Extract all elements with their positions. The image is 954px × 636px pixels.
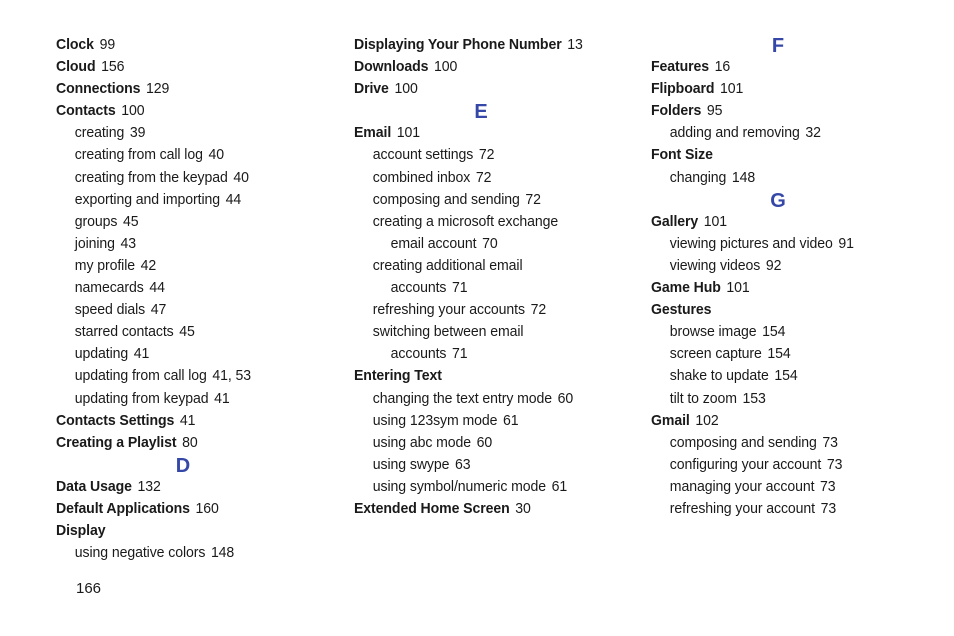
index-subentry <box>354 388 627 410</box>
index-term: browse image <box>669 323 757 341</box>
index-entry <box>354 78 627 100</box>
index-subentry <box>651 321 924 343</box>
page-reference[interactable]: 44 <box>225 190 242 208</box>
index-subentry <box>56 343 329 365</box>
page-reference[interactable]: 154 <box>762 323 786 341</box>
index-entry <box>56 432 329 454</box>
page-reference[interactable]: 71 <box>451 279 468 297</box>
page-reference[interactable]: 100 <box>121 102 145 120</box>
index-term: Clock <box>56 36 94 53</box>
index-column-3 <box>651 34 941 520</box>
index-entry <box>354 34 627 56</box>
index-term: Connections <box>56 80 141 98</box>
index-term: refreshing your account <box>669 499 816 517</box>
index-subentry <box>651 122 924 144</box>
index-term: shake to update <box>669 367 769 385</box>
page-reference[interactable]: 42 <box>140 256 157 274</box>
index-term: Cloud <box>56 58 96 76</box>
index-subentry <box>354 343 627 365</box>
index-subentry <box>354 432 627 454</box>
page-reference[interactable]: 154 <box>767 345 791 363</box>
section-letter-e: E <box>474 101 488 124</box>
index-term: configuring your account <box>669 455 822 473</box>
index-term: Features <box>651 58 710 76</box>
index-entry <box>651 100 924 122</box>
index-term: Contacts <box>56 102 116 120</box>
index-subentry <box>651 365 924 387</box>
index-term: Gallery <box>651 212 699 230</box>
index-subentry <box>56 189 329 211</box>
page-reference[interactable]: 44 <box>149 279 165 297</box>
index-entry <box>56 34 329 56</box>
page-reference[interactable]: 45 <box>179 323 195 341</box>
index-subentry <box>651 498 924 520</box>
index-subentry <box>56 211 329 233</box>
page-reference[interactable]: 47 <box>150 301 167 319</box>
page-reference[interactable]: 129 <box>146 80 170 98</box>
index-entry <box>56 410 329 432</box>
index-column-1 <box>56 34 346 564</box>
index-subentry <box>56 144 329 166</box>
page-reference[interactable]: 72 <box>475 168 492 186</box>
page-reference[interactable]: 101 <box>726 279 750 297</box>
page-reference[interactable]: 156 <box>101 58 125 76</box>
index-term: Entering Text <box>354 367 442 385</box>
index-term: creating from call log <box>74 146 203 164</box>
index-term: viewing pictures and video <box>669 234 833 252</box>
index-term: accounts <box>390 345 447 363</box>
index-entry <box>651 78 924 100</box>
page-reference[interactable]: 70 <box>482 234 498 252</box>
index-entry <box>354 365 627 387</box>
index-entry <box>651 211 924 233</box>
section-letter-f: F <box>771 35 785 57</box>
page-reference[interactable]: 101 <box>720 80 744 98</box>
index-subentry <box>354 476 627 498</box>
index-term: Downloads <box>354 58 429 76</box>
index-term: using abc mode <box>372 433 472 451</box>
index-entry <box>56 78 329 100</box>
index-term: exporting and importing <box>74 190 221 208</box>
page-reference[interactable]: 60 <box>476 433 493 451</box>
page-reference[interactable]: 41 <box>179 411 196 429</box>
index-entry <box>56 498 329 520</box>
index-term: refreshing your accounts <box>372 301 525 319</box>
index-term: Gmail <box>651 411 690 429</box>
page-reference[interactable]: 73 <box>826 455 843 473</box>
index-entry <box>651 410 924 432</box>
index-term: Font Size <box>651 146 713 164</box>
index-term: namecards <box>74 279 144 297</box>
page-reference[interactable]: 63 <box>455 455 471 473</box>
index-subentry <box>354 167 627 189</box>
index-entry <box>56 520 329 542</box>
page-reference[interactable]: 80 <box>182 433 198 451</box>
page-reference[interactable]: 39 <box>129 124 146 142</box>
page-reference[interactable]: 132 <box>137 477 161 495</box>
page-reference[interactable]: 101 <box>396 124 421 142</box>
page-reference[interactable]: 16 <box>714 58 731 76</box>
page-reference[interactable]: 73 <box>822 433 838 451</box>
index-term: starred contacts <box>74 323 174 341</box>
index-term: using swype <box>372 455 450 473</box>
index-subentry <box>354 189 627 211</box>
index-entry <box>354 498 627 520</box>
index-entry <box>354 56 627 78</box>
page-reference[interactable]: 148 <box>731 168 756 186</box>
page-reference[interactable]: 95 <box>706 102 723 120</box>
index-subentry <box>651 476 924 498</box>
page-reference[interactable]: 40 <box>233 168 249 186</box>
index-term: joining <box>74 234 115 252</box>
page-reference[interactable]: 40 <box>208 146 224 164</box>
index-term: using negative colors <box>74 544 206 562</box>
index-column-2 <box>354 34 644 520</box>
index-subentry <box>354 321 627 343</box>
index-term: Contacts Settings <box>56 411 175 429</box>
index-subentry <box>56 167 329 189</box>
index-subentry <box>651 432 924 454</box>
index-subentry <box>56 255 329 277</box>
index-term: composing and sending <box>669 433 817 451</box>
page-reference[interactable]: 41 <box>214 389 230 407</box>
page-reference[interactable]: 99 <box>99 36 116 53</box>
index-term: Drive <box>354 80 389 98</box>
index-subentry <box>56 277 329 299</box>
page-reference[interactable]: 154 <box>774 367 798 385</box>
index-term: switching between email <box>372 323 524 341</box>
index-subentry <box>56 542 329 564</box>
index-subentry <box>354 144 627 166</box>
index-term: using symbol/numeric mode <box>372 477 546 495</box>
index-term: Data Usage <box>56 477 132 495</box>
index-term: changing <box>669 168 727 186</box>
index-term: tilt to zoom <box>669 389 737 407</box>
index-term: adding and removing <box>669 124 800 142</box>
index-subentry <box>56 365 329 387</box>
page-reference[interactable]: 41 <box>133 345 150 363</box>
index-subentry <box>651 454 924 476</box>
index-term: managing your account <box>669 477 815 495</box>
index-subentry <box>354 211 627 233</box>
index-term: Game Hub <box>651 279 721 297</box>
index-term: groups <box>74 212 118 230</box>
index-entry <box>354 122 627 144</box>
page-reference[interactable]: 72 <box>530 301 547 319</box>
index-term: creating additional email <box>372 256 523 274</box>
page-reference[interactable]: 73 <box>820 499 837 517</box>
index-term: Folders <box>651 102 702 120</box>
index-term: Creating a Playlist <box>56 433 177 451</box>
index-term: viewing videos <box>669 256 761 274</box>
index-subentry <box>354 410 627 432</box>
index-subentry <box>651 255 924 277</box>
page-reference[interactable]: 100 <box>394 80 418 98</box>
page-reference[interactable]: 30 <box>515 499 531 517</box>
index-entry <box>651 299 924 321</box>
page-reference[interactable]: 101 <box>703 212 728 230</box>
page-reference[interactable]: 60 <box>557 389 574 407</box>
page-reference[interactable]: 91 <box>838 234 854 252</box>
index-entry <box>651 56 924 78</box>
index-entry <box>56 56 329 78</box>
index-subentry <box>354 277 627 299</box>
index-subentry <box>354 255 627 277</box>
index-term: Flipboard <box>651 80 715 98</box>
index-entry <box>56 476 329 498</box>
index-term: email account <box>390 234 477 252</box>
index-term: account settings <box>372 146 474 164</box>
index-subentry <box>56 233 329 255</box>
page-reference[interactable]: 72 <box>478 146 495 164</box>
index-term: Displaying Your Phone Number <box>354 36 562 53</box>
index-entry <box>651 277 924 299</box>
index-term: creating a microsoft exchange <box>372 212 559 230</box>
index-subentry <box>354 454 627 476</box>
page-reference[interactable]: 71 <box>451 345 468 363</box>
index-term: updating from call log <box>74 367 207 385</box>
index-term: changing the text entry mode <box>372 389 553 407</box>
index-entry <box>56 100 329 122</box>
index-subentry <box>56 122 329 144</box>
index-term: updating from keypad <box>74 389 209 407</box>
index-subentry <box>354 233 627 255</box>
index-term: using 123sym mode <box>372 411 498 429</box>
index-term: screen capture <box>669 345 762 363</box>
index-term: Extended Home Screen <box>354 499 510 517</box>
page-reference[interactable]: 41, 53 <box>212 367 252 385</box>
page-reference[interactable]: 73 <box>820 477 836 495</box>
page-reference[interactable]: 61 <box>503 411 519 429</box>
index-term: Email <box>354 124 392 142</box>
page-reference[interactable]: 92 <box>765 256 782 274</box>
index-subentry <box>56 388 329 410</box>
index-term: accounts <box>390 279 447 297</box>
index-term: my profile <box>74 256 135 274</box>
page-reference[interactable]: 160 <box>195 499 219 517</box>
page-reference[interactable]: 153 <box>742 389 766 407</box>
index-term: Default Applications <box>56 499 190 517</box>
index-term: speed dials <box>74 301 146 319</box>
index-term: updating <box>74 345 129 363</box>
index-term: creating <box>74 124 125 142</box>
index-subentry <box>651 167 924 189</box>
page-reference[interactable]: 32 <box>805 124 821 142</box>
index-term: combined inbox <box>372 168 471 186</box>
section-letter-d: D <box>175 454 191 477</box>
page-reference[interactable]: 13 <box>567 36 583 53</box>
index-term: Display <box>56 522 106 540</box>
index-subentry <box>651 388 924 410</box>
index-subentry <box>56 299 329 321</box>
page-number: 166 <box>76 580 102 597</box>
index-subentry <box>354 299 627 321</box>
page-reference[interactable]: 102 <box>695 411 719 429</box>
page-reference[interactable]: 61 <box>551 477 568 495</box>
index-term: creating from the keypad <box>74 168 228 186</box>
index-subentry <box>56 321 329 343</box>
index-term: Gestures <box>651 301 712 319</box>
page-reference[interactable]: 148 <box>210 544 235 562</box>
index-subentry <box>651 233 924 255</box>
page-reference[interactable]: 45 <box>122 212 139 230</box>
page-reference[interactable]: 100 <box>434 58 458 76</box>
page-reference[interactable]: 72 <box>525 190 541 208</box>
index-subentry <box>651 343 924 365</box>
index-term: composing and sending <box>372 190 520 208</box>
index-entry <box>651 144 924 166</box>
page-reference[interactable]: 43 <box>120 234 137 252</box>
section-letter-g: G <box>770 189 786 212</box>
